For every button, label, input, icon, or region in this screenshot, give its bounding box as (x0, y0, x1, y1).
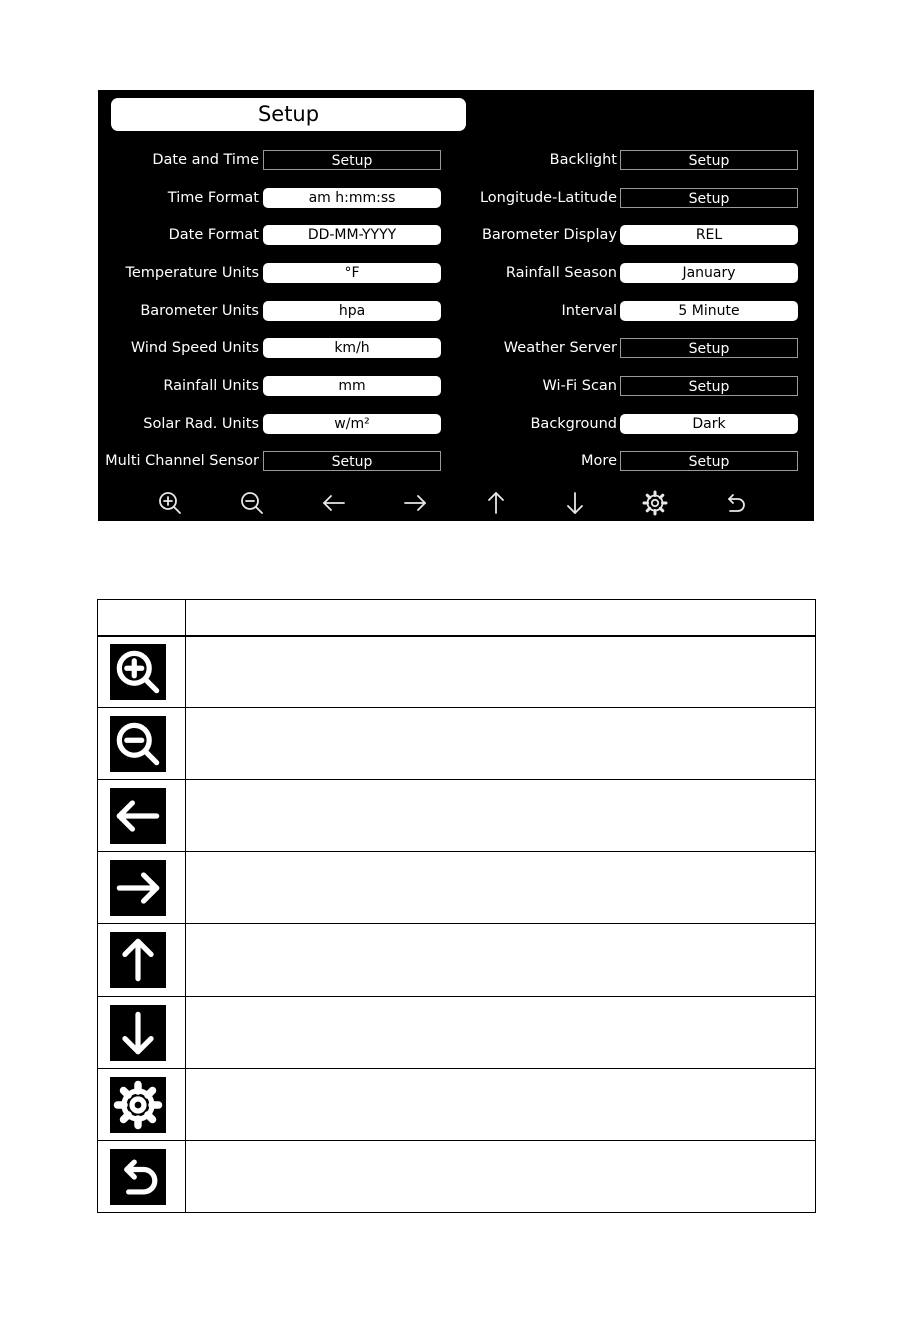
legend-row (98, 780, 815, 852)
right-setting-value-field[interactable]: 5 Minute (620, 301, 798, 321)
right-setting-label: Longitude-Latitude (479, 190, 617, 206)
left-setting-label: Multi Channel Sensor (105, 453, 259, 469)
left-setting-label: Date and Time (152, 152, 259, 168)
arrow-down-icon (110, 1005, 166, 1061)
right-setting-row (98, 149, 814, 171)
right-setting-label: Weather Server (503, 340, 617, 356)
left-setting-label: Rainfall Units (163, 378, 259, 394)
screen-title: Setup (111, 98, 466, 131)
right-setting-row (98, 187, 814, 209)
right-setting-label: Interval (561, 303, 617, 319)
arrow-right-icon[interactable] (400, 488, 430, 518)
arrow-right-icon (110, 860, 166, 916)
zoom-in-icon[interactable] (155, 488, 185, 518)
arrow-down-icon[interactable] (560, 488, 590, 518)
legend-row (98, 708, 815, 780)
right-setting-row (98, 450, 814, 472)
left-setting-value-field[interactable]: w/m² (263, 414, 441, 434)
zoom-out-icon (110, 716, 166, 772)
legend-row (98, 636, 815, 708)
right-setting-value-field[interactable]: Setup (620, 150, 798, 170)
right-setting-value-field[interactable]: REL (620, 225, 798, 245)
right-setting-row (98, 262, 814, 284)
weather-station-screen (98, 90, 814, 521)
zoom-out-icon[interactable] (237, 488, 267, 518)
left-setting-value-field[interactable]: mm (263, 376, 441, 396)
right-setting-value-field[interactable]: Setup (620, 451, 798, 471)
legend-header-row (98, 600, 815, 637)
right-setting-label: Backlight (549, 152, 617, 168)
right-setting-label: More (581, 453, 617, 469)
left-setting-value-field[interactable]: Setup (263, 451, 441, 471)
right-setting-value-field[interactable]: Setup (620, 376, 798, 396)
arrow-left-icon (110, 788, 166, 844)
left-setting-value-field[interactable]: °F (263, 263, 441, 283)
left-setting-value-field[interactable]: DD-MM-YYYY (263, 225, 441, 245)
right-setting-value-field[interactable]: Dark (620, 414, 798, 434)
left-setting-label: Temperature Units (125, 265, 259, 281)
arrow-left-icon[interactable] (319, 488, 349, 518)
right-setting-row (98, 375, 814, 397)
icon-legend-table (97, 599, 816, 1213)
right-setting-label: Wi-Fi Scan (542, 378, 617, 394)
right-setting-value-field[interactable]: Setup (620, 188, 798, 208)
left-setting-value-field[interactable]: am h:mm:ss (263, 188, 441, 208)
right-setting-row (98, 224, 814, 246)
left-setting-value-field[interactable]: Setup (263, 150, 441, 170)
right-setting-row (98, 413, 814, 435)
return-icon (110, 1149, 166, 1205)
gear-icon (110, 1077, 166, 1133)
right-setting-label: Barometer Display (481, 227, 617, 243)
gear-icon[interactable] (640, 488, 670, 518)
return-icon[interactable] (720, 488, 750, 518)
left-setting-label: Time Format (167, 190, 259, 206)
right-setting-row (98, 337, 814, 359)
left-setting-value-field[interactable]: hpa (263, 301, 441, 321)
left-setting-label: Solar Rad. Units (143, 416, 259, 432)
legend-row (98, 1069, 815, 1141)
legend-row (98, 852, 815, 924)
left-setting-value-field[interactable]: km/h (263, 338, 441, 358)
arrow-up-icon[interactable] (481, 488, 511, 518)
zoom-in-icon (110, 644, 166, 700)
left-setting-label: Date Format (168, 227, 259, 243)
arrow-up-icon (110, 932, 166, 988)
right-setting-value-field[interactable]: January (620, 263, 798, 283)
right-setting-row (98, 300, 814, 322)
left-setting-label: Wind Speed Units (130, 340, 259, 356)
right-setting-label: Background (530, 416, 617, 432)
right-setting-label: Rainfall Season (505, 265, 617, 281)
legend-row (98, 997, 815, 1069)
screen-toolbar (98, 488, 814, 518)
legend-row (98, 1141, 815, 1212)
right-setting-value-field[interactable]: Setup (620, 338, 798, 358)
left-setting-label: Barometer Units (140, 303, 259, 319)
legend-row (98, 924, 815, 997)
